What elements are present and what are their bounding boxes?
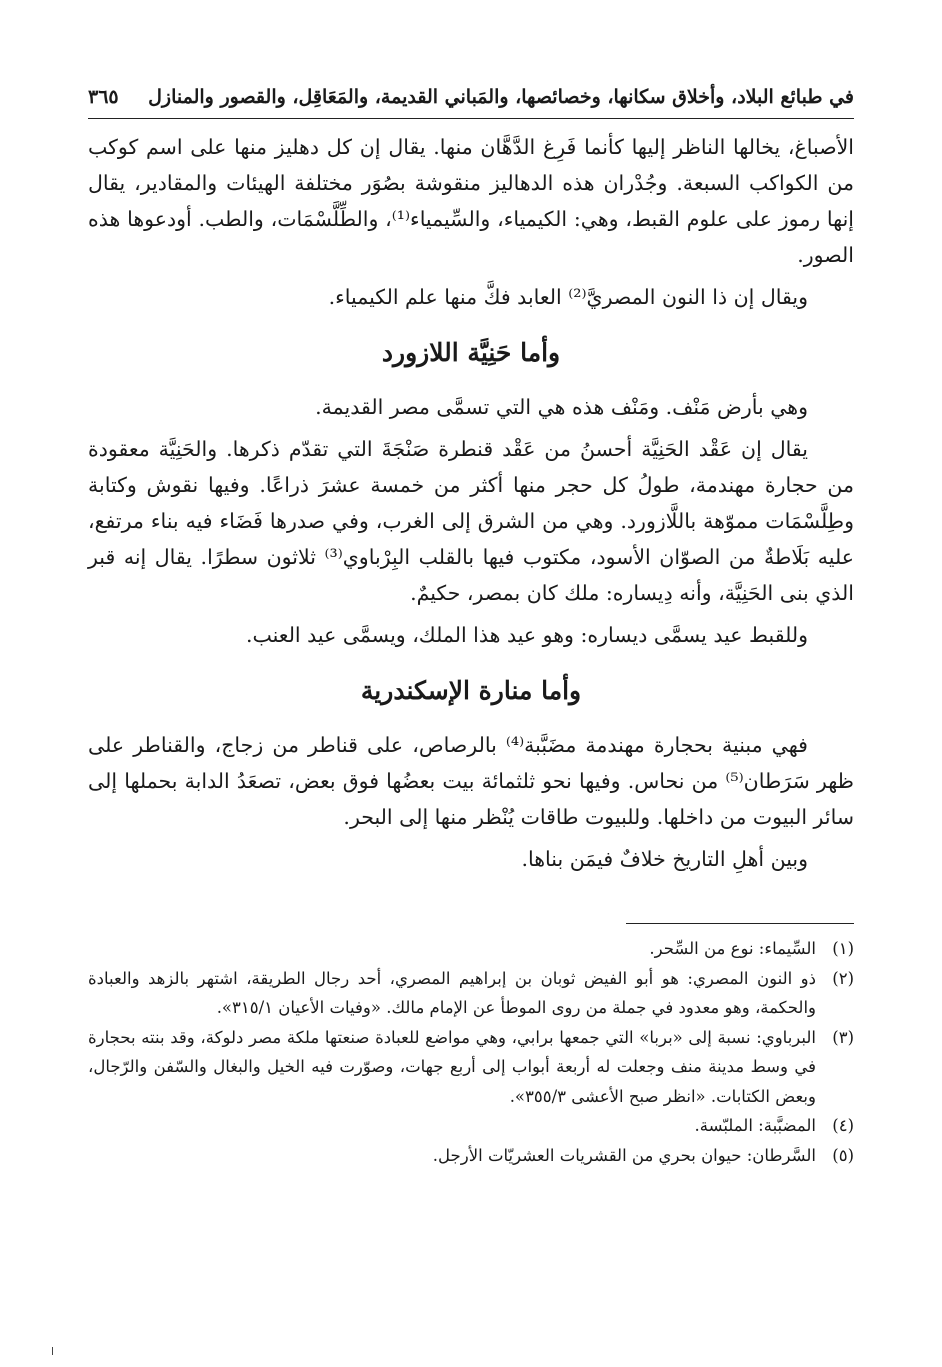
book-page [88, 82, 854, 1170]
footnote-item [88, 964, 854, 1023]
paragraph-arch-description: يقال إن عَقْد الحَنِيَّة أحسنُ من عَقْد قنطرة صَنْجَةَ التي تقدّم ذكرها. والحَنِيَّة معقودة من حجارة مهندمة، طولُ كل حجر منها أكثر من خمسة عشرَ ذراعًا. وفيها نقوش وكتابة وطِلَّسْمَات مموّهة باللَّازورد. وهي من الشرق إلى الغرب، وفي صدرها فَضَاء فيه بناء مرتفع، عليه بَلَاطةٌ من الصوّان الأسود، مكتوب فيها بالقلب البِرْباوي⁽³⁾ ثلاثون سطرًا. يقال إنه قبر الذي بنى الحَنِيَّة، وأنه دِيساره: ملك كان بمصر، حكيمٌ. [88, 437, 855, 605]
scan-edge-mark [52, 1347, 53, 1355]
footnote-number: (١) [832, 939, 854, 958]
section-heading-lazuli-arch: وأما حَنِيَّة اللازورد [381, 338, 561, 367]
paragraph-continuation: الأصباغ، يخالها الناظر إليها كأنما فَرِغ الدَّهَّان منها. يقال إن كل دهليز منها على اسم كوكب من الكواكب السبعة. وجُدْران هذه الدهاليز منقوشة بصُوَر مختلفة الهيئات والمقادير، يقال إنها رموز على علوم القبط، وهي: الكيمياء، والسِّيمياء⁽¹⁾، والطِّلَّسْمَات، والطب. أودعوها هذه الصور. [88, 135, 854, 267]
footnote-divider [626, 923, 854, 924]
footnote-text: البرباوي: نسبة إلى «بربا» التي جمعها برابي، وهي مواضع للعبادة صنعتها ملكة مصر دلوكة، وقد بنته بحجارة في وسط مدينة منف وجعلت له أربعة أبواب إلى أربع جهات، وصوّرت فيه الخيل والبغال والسّفن والرّجال، وبعض الكتابات. «انظر صبح الأعشى ٣٥٥/٣». [88, 1027, 816, 1106]
paragraph-dhul-nun: ويقال إن ذا النون المصريَّ⁽²⁾ العابد فكَّ منها علم الكيمياء. [328, 285, 808, 309]
page-number: ٣٦٥ [88, 86, 119, 108]
paragraph-lighthouse-description: فهي مبنية بحجارة مهندمة مضَبَّبة⁽⁴⁾ بالرصاص، على قناطر من زجاج، والقناطر على ظهر سَرَطان⁽⁵⁾ من نحاس. وفيها نحو ثلثمائة بيت بعضُها فوق بعض، تصعَدُ الدابة بحملها إلى سائر البيوت من داخلها. وللبيوت طاقات يُنْظر منها إلى البحر. [88, 733, 854, 829]
footnote-text: المضبَّبة: الملبّسة. [694, 1116, 816, 1135]
footnote-item [88, 1141, 854, 1171]
paragraph-builder-dispute: وبين أهلِ التاريخ خلافٌ فيمَن بناها. [521, 847, 808, 871]
running-header [88, 82, 854, 119]
running-title: في طبائع البلاد، وأخلاق سكانها، وخصائصها، والمَباني القديمة، والمَعَاقِل، والقصور والمنازل [148, 86, 854, 108]
footnote-text: السِّيماء: نوع من السِّحر. [649, 939, 816, 958]
footnote-text: السَّرطان: حيوان بحري من القشريات العشريّات الأرجل. [432, 1145, 816, 1165]
footnote-number: (٤) [832, 1116, 854, 1135]
section-heading-alexandria-lighthouse: وأما منارة الإسكندرية [360, 676, 582, 705]
footnote-text: ذو النون المصري: هو أبو الفيض ثوبان بن إبراهيم المصري، أحد رجال الطريقة، اشتهر بالزهد والعبادة والحكمة، وهو معدود في جملة من روى الموطأ عن الإمام مالك. «وفيات الأعيان ٣١٥/١». [88, 968, 816, 1017]
footnote-item [88, 1111, 854, 1141]
footnote-number: (٢) [832, 968, 854, 988]
footnote-number: (٥) [832, 1145, 854, 1165]
footnote-item [88, 1023, 854, 1112]
footnotes-list [88, 934, 854, 1170]
body-text [88, 129, 854, 877]
paragraph-coptic-feast: وللقبط عيد يسمَّى ديساره: وهو عيد هذا الملك، ويسمَّى عيد العنب. [245, 623, 808, 647]
footnote-item [88, 934, 854, 964]
footnote-number: (٣) [832, 1027, 854, 1047]
paragraph-manf: وهي بأرض مَنْف. ومَنْف هذه هي التي تسمَّى مصر القديمة. [315, 395, 808, 419]
